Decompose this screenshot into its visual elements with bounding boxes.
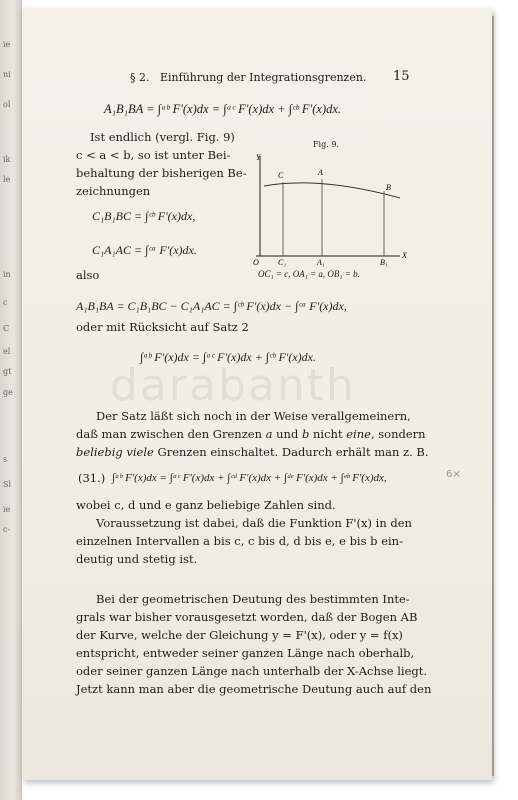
text-line: Jetzt kann man aber die geometrische Deutung auch auf den [76, 682, 432, 696]
prev-page-mark: c- [3, 525, 11, 534]
text-line: zeichnungen [76, 184, 151, 198]
text-line: wobei c, d und e ganz beliebige Zahlen sind. [76, 498, 336, 512]
prev-page-mark: ie [3, 505, 11, 514]
text-line: grals war bisher vorausgesetzt worden, daß der Bogen AB [76, 610, 418, 624]
text-line: einzelnen Intervallen a bis c, c bis d, d bis e, e bis b ein- [76, 534, 403, 548]
label-c1: C₁ [278, 258, 287, 267]
text-line: Voraussetzung ist dabei, daß die Funktion F'(x) in den [96, 516, 412, 530]
page-number: 15 [393, 69, 410, 84]
label-o: O [253, 258, 259, 267]
section-number: § 2. [130, 71, 150, 84]
equation-number: (31.) [78, 471, 106, 485]
figure-caption: Fig. 9. [313, 140, 339, 149]
prev-page-mark: ni [3, 70, 11, 79]
label-y: Y [256, 153, 261, 162]
formula-5: ∫ᵃᵇ F'(x)dx = ∫ᵃᶜ F'(x)dx + ∫ᶜᵇ F'(x)dx. [140, 350, 317, 364]
prev-page-mark: ge [3, 388, 13, 397]
text-line: oder mit Rücksicht auf Satz 2 [76, 320, 249, 334]
prev-page-mark: s [3, 455, 8, 464]
prev-page-mark: gt [3, 367, 12, 376]
previous-page-edge [0, 0, 22, 800]
label-a1: A₁ [317, 258, 325, 267]
text-line: Bei der geometrischen Deutung des bestimmten Inte- [96, 592, 410, 606]
formula-1: A₁B₁BA = ∫ᵃᵇ F'(x)dx = ∫ᵃᶜ F'(x)dx + ∫ᶜᵇ F'(x)dx. [104, 102, 342, 116]
prev-page-mark: ie [3, 40, 11, 49]
figure-9 [250, 148, 410, 278]
prev-page-mark: le [3, 175, 11, 184]
text-line: oder seiner ganzen Länge nach unterhalb der X-Achse liegt. [76, 664, 428, 678]
prev-page-mark: C [3, 324, 10, 333]
prev-page-mark: ol [3, 100, 11, 109]
text-line: behaltung der bisherigen Be- [76, 166, 247, 180]
text-line: Der Satz läßt sich noch in der Weise verallgemeinern, [96, 409, 411, 423]
text-line: also [76, 268, 100, 282]
text-line: daß man zwischen den Grenzen a und b nicht eine, sondern [76, 427, 426, 441]
prev-page-mark: Sl [3, 480, 12, 489]
prev-page-mark: in [3, 270, 11, 279]
text-line: der Kurve, welche der Gleichung y = F'(x), oder y = f(x) [76, 628, 403, 642]
figure-legend: OC₁ = c, OA₁ = a, OB₁ = b. [258, 269, 360, 279]
label-b: B [386, 183, 391, 192]
prev-page-mark: el [3, 347, 11, 356]
formula-3: C₁A₁AC = ∫ᶜᵃ F'(x)dx. [92, 243, 197, 257]
label-a: A [318, 168, 323, 177]
label-b1: B₁ [380, 258, 388, 267]
label-c: C [278, 171, 284, 180]
prev-page-mark: ik [3, 155, 11, 164]
pencil-margin-note: 6× [446, 469, 461, 480]
text-line: beliebig viele Grenzen einschaltet. Dadurch erhält man z. B. [76, 445, 429, 459]
text-line: Ist endlich (vergl. Fig. 9) [90, 130, 235, 144]
text-line: entspricht, entweder seiner ganzen Länge nach oberhalb, [76, 646, 415, 660]
running-title: Einführung der Integrationsgrenzen. [160, 71, 367, 84]
formula-2: C₁B₁BC = ∫ᶜᵇ F'(x)dx, [92, 209, 196, 223]
label-x: X [402, 251, 407, 260]
formula-31: ∫ᵃᵇ F'(x)dx = ∫ᵃᶜ F'(x)dx + ∫ᶜᵈ F'(x)dx + ∫ᵈᵉ F'(x)dx + ∫ᵉᵇ F'(x)dx, [112, 472, 387, 484]
prev-page-mark: c [3, 298, 8, 307]
text-line: c < a < b, so ist unter Bei- [76, 148, 231, 162]
text-line: deutig und stetig ist. [76, 552, 198, 566]
curve [264, 183, 400, 198]
formula-4: A₁B₁BA = C₁B₁BC − C₁A₁AC = ∫ᶜᵇ F'(x)dx − ∫ᶜᵃ F'(x)dx, [76, 299, 347, 313]
watermark: darabanth [110, 360, 356, 411]
